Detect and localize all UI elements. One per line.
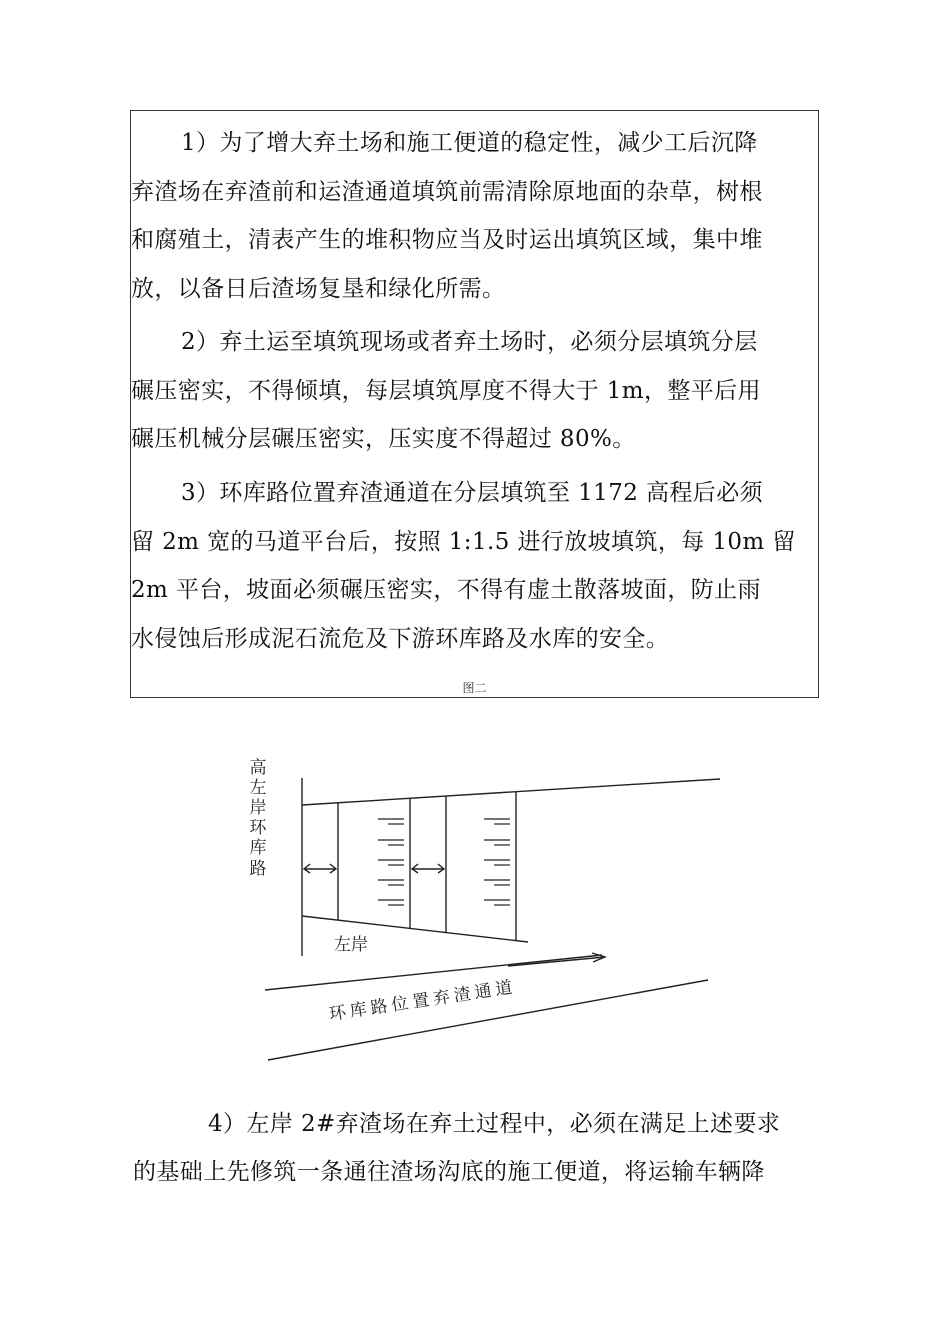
vlabel-char-4: 环 xyxy=(249,818,267,838)
vlabel-char-2: 左 xyxy=(249,778,267,798)
p1-line-3: 和腐殖土，清表产生的堆积物应当及时运出填筑区域，集中堆 xyxy=(131,227,763,253)
figure-caption: 图二 xyxy=(462,681,487,695)
vlabel-char-1: 高 xyxy=(249,758,267,778)
p3-line-3: 2m 平台，坡面必须碾压密实，不得有虚土散落坡面，防止雨 xyxy=(131,577,761,603)
p1-line-4: 放，以备日后渣场复垦和绿化所需。 xyxy=(131,275,506,302)
road-line-upper xyxy=(265,955,602,990)
p3-line-2: 留 2m 宽的马道平台后，按照 1:1.5 进行放坡填筑，每 10m 留 xyxy=(131,528,796,555)
vlabel-char-6: 路 xyxy=(249,859,267,879)
slope-hatching-1 xyxy=(378,819,404,905)
berm-symbol-left-2 xyxy=(412,864,444,873)
p1-line-2: 弃渣场在弃渣前和运渣通道填筑前需清除原地面的杂草，树根 xyxy=(131,178,763,205)
top-edge-line xyxy=(302,779,720,805)
vertical-road-label xyxy=(250,758,268,879)
body-paragraph-4 xyxy=(133,1100,780,1196)
vlabel-char-5: 库 xyxy=(249,838,267,858)
slope-hatching-2 xyxy=(484,819,510,905)
p2-line-2: 碾压密实，不得倾填，每层填筑厚度不得大于 1m，整平后用 xyxy=(131,377,761,404)
p3-line-1: 3）环库路位置弃渣通道在分层填筑至 1172 高程后必须 xyxy=(181,480,763,506)
p1-line-1: 1）为了增大弃土场和施工便道的稳定性，减少工后沉降 xyxy=(181,130,758,156)
road-channel-label: 环库路位置弃渣通道 xyxy=(327,977,518,1025)
p4-line-2: 的基础上先修筑一条通往渣场沟底的施工便道，将运输车辆降 xyxy=(133,1159,765,1185)
vlabel-char-3: 岸 xyxy=(249,798,267,818)
left-bank-label: 左岸 xyxy=(334,935,368,955)
berm-symbol-left-1 xyxy=(304,864,336,873)
p2-line-1: 2）弃土运至填筑现场或者弃土场时，必须分层填筑分层 xyxy=(181,329,758,355)
p4-line-1: 4）左岸 2#弃渣场在弃土过程中，必须在满足上述要求 xyxy=(208,1111,781,1137)
p3-line-4: 水侵蚀后形成泥石流危及下游环库路及水库的安全。 xyxy=(131,625,670,652)
p2-line-3: 碾压机械分层碾压密实，压实度不得超过 80%。 xyxy=(131,426,636,452)
direction-arrow xyxy=(508,957,605,966)
